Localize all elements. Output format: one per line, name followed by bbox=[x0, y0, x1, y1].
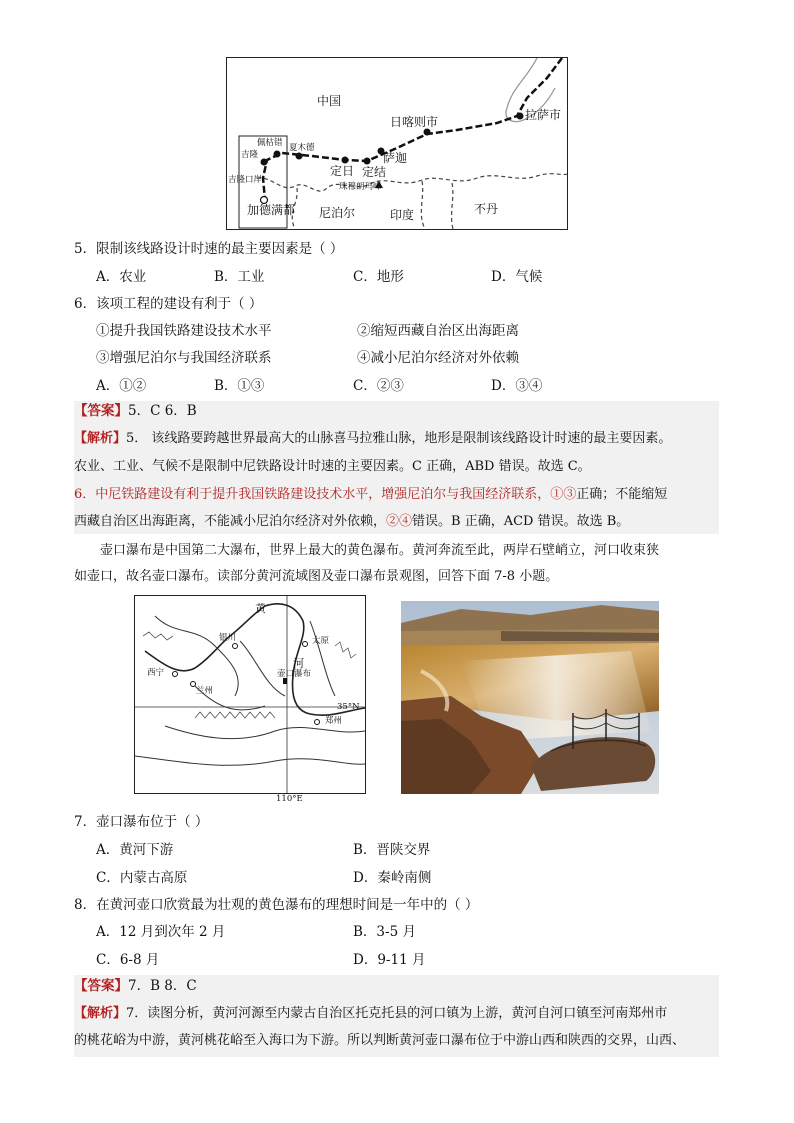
yellow-river-line bbox=[145, 604, 365, 715]
q8-option-b: B．3-5 月 bbox=[353, 924, 416, 940]
map-label-bhutan: 不丹 bbox=[474, 202, 499, 216]
q5-option-b: B．工业 bbox=[214, 269, 265, 285]
map-label-dingjie: 定结 bbox=[362, 165, 387, 179]
answer-block-2 bbox=[74, 975, 719, 1057]
answer-1: 【答案】5．C 6．B bbox=[74, 403, 197, 419]
q8-option-a: A．12 月到次年 2 月 bbox=[96, 924, 226, 940]
map2-label-xining: 西宁 bbox=[147, 668, 165, 678]
q7-option-c: C．内蒙古高原 bbox=[96, 870, 188, 886]
map-label-kathmandu: 加德满都 bbox=[247, 203, 296, 217]
map2-label-he: 河 bbox=[293, 657, 304, 670]
map2-label-yinchuan: 银川 bbox=[219, 633, 237, 643]
answer-2: 【答案】7．B 8．C bbox=[74, 978, 197, 994]
q5-option-d: D．气候 bbox=[491, 269, 543, 285]
q7-stem: 7．壶口瀑布位于（ ） bbox=[74, 814, 209, 830]
map-label-gyirong: 吉隆 bbox=[241, 150, 259, 160]
map-label-xiamude: 夏木德 bbox=[289, 143, 315, 153]
q8-stem: 8．在黄河壶口欣赏最为壮观的黄色瀑布的理想时间是一年中的（ ） bbox=[74, 897, 479, 913]
map-label-peikucuo: 佩枯错 bbox=[257, 138, 283, 148]
yellow-river-map bbox=[134, 595, 366, 794]
map-label-india: 印度 bbox=[390, 208, 415, 222]
intro-line1: 壶口瀑布是中国第二大瀑布，世界上最大的黄色瀑布。黄河奔流至此，两岸石壁峭立，河口收束狭 bbox=[100, 543, 660, 558]
map2-label-zhengzhou: 郑州 bbox=[325, 716, 343, 726]
hukou-waterfall-photo bbox=[401, 601, 659, 794]
yellow-river-map-lines bbox=[135, 596, 365, 793]
map-label-gyirong-port: 吉隆口岸 bbox=[228, 175, 263, 185]
map-label-shigatse: 日喀则市 bbox=[390, 115, 439, 129]
q6-option-d: D．③④ bbox=[491, 378, 543, 394]
map2-label-huang: 黄 bbox=[255, 602, 266, 615]
railway-map bbox=[226, 57, 568, 230]
analysis-1-line1: 【解析】5． 该线路要跨越世界最高大的山脉喜马拉雅山脉，地形是限制该线路设计时速的最主要因素。 bbox=[74, 431, 672, 446]
q6-option-c: C．②③ bbox=[353, 378, 404, 394]
intro-line2: 如壶口，故名壶口瀑布。读部分黄河流域图及壶口瀑布景观图，回答下面 7-8 小题。 bbox=[74, 569, 559, 584]
q6-item-4: ④减小尼泊尔经济对外依赖 bbox=[357, 350, 519, 366]
hukou-intro bbox=[74, 538, 719, 590]
map2-label-lanzhou: 兰州 bbox=[196, 686, 214, 696]
railway-line bbox=[263, 58, 562, 200]
q6-item-2: ②缩短西藏自治区出海距离 bbox=[357, 323, 519, 339]
map-label-lhasa: 拉萨市 bbox=[525, 108, 562, 122]
q5-stem: 5．限制该线路设计时速的最主要因素是（ ） bbox=[74, 241, 344, 257]
q7-option-a: A．黄河下游 bbox=[96, 842, 174, 858]
analysis-1-line4: 西藏自治区出海距离，不能减小尼泊尔经济对外依赖，②④错误。B 正确，ACD 错误。故选 B。 bbox=[74, 514, 630, 529]
map2-label-lat: 35°N bbox=[337, 702, 360, 712]
q8-option-c: C．6-8 月 bbox=[96, 952, 160, 968]
q5-option-c: C．地形 bbox=[353, 269, 404, 285]
q6-stem: 6．该项工程的建设有利于（ ） bbox=[74, 296, 263, 312]
answer-block-1 bbox=[74, 401, 719, 534]
map2-label-taiyuan: 太原 bbox=[312, 636, 330, 646]
map2-label-lon: 110°E bbox=[276, 794, 303, 804]
map-label-sakya: 萨迦 bbox=[383, 151, 408, 165]
map-label-everest: 珠穆朗玛峰 bbox=[339, 182, 382, 192]
q6-item-1: ①提升我国铁路建设技术水平 bbox=[96, 323, 272, 339]
map2-label-hukou: 壶口瀑布 bbox=[277, 669, 312, 679]
q8-option-d: D．9-11 月 bbox=[353, 952, 426, 968]
analysis-1-line3: 6．中尼铁路建设有利于提升我国铁路建设技术水平，增强尼泊尔与我国经济联系，①③正确；不能缩短 bbox=[74, 487, 668, 502]
border-line bbox=[257, 174, 567, 191]
q7-option-d: D．秦岭南侧 bbox=[353, 870, 432, 886]
q6-option-a: A．①② bbox=[96, 378, 147, 394]
analysis-2-line2: 的桃花峪为中游，黄河桃花峪至入海口为下游。所以判断黄河壶口瀑布位于中游山西和陕西的交界，山西、 bbox=[74, 1033, 686, 1048]
q6-option-b: B．①③ bbox=[214, 378, 265, 394]
map-label-nepal: 尼泊尔 bbox=[319, 206, 356, 220]
analysis-1-line2: 农业、工业、气候不是限制中尼铁路设计时速的主要因素。C 正确，ABD 错误。故选 C。 bbox=[74, 459, 591, 474]
q6-item-3: ③增强尼泊尔与我国经济联系 bbox=[96, 350, 272, 366]
q5-option-a: A．农业 bbox=[96, 269, 147, 285]
waterfall-photo-drawing bbox=[401, 601, 659, 794]
q7-option-b: B．晋陕交界 bbox=[353, 842, 431, 858]
analysis-2-line1: 【解析】7．读图分析，黄河河源至内蒙古自治区托克托县的河口镇为上游，黄河自河口镇至河南郑州市 bbox=[74, 1006, 668, 1021]
map-label-tingri: 定日 bbox=[330, 164, 355, 178]
map-label-china: 中国 bbox=[317, 94, 342, 108]
